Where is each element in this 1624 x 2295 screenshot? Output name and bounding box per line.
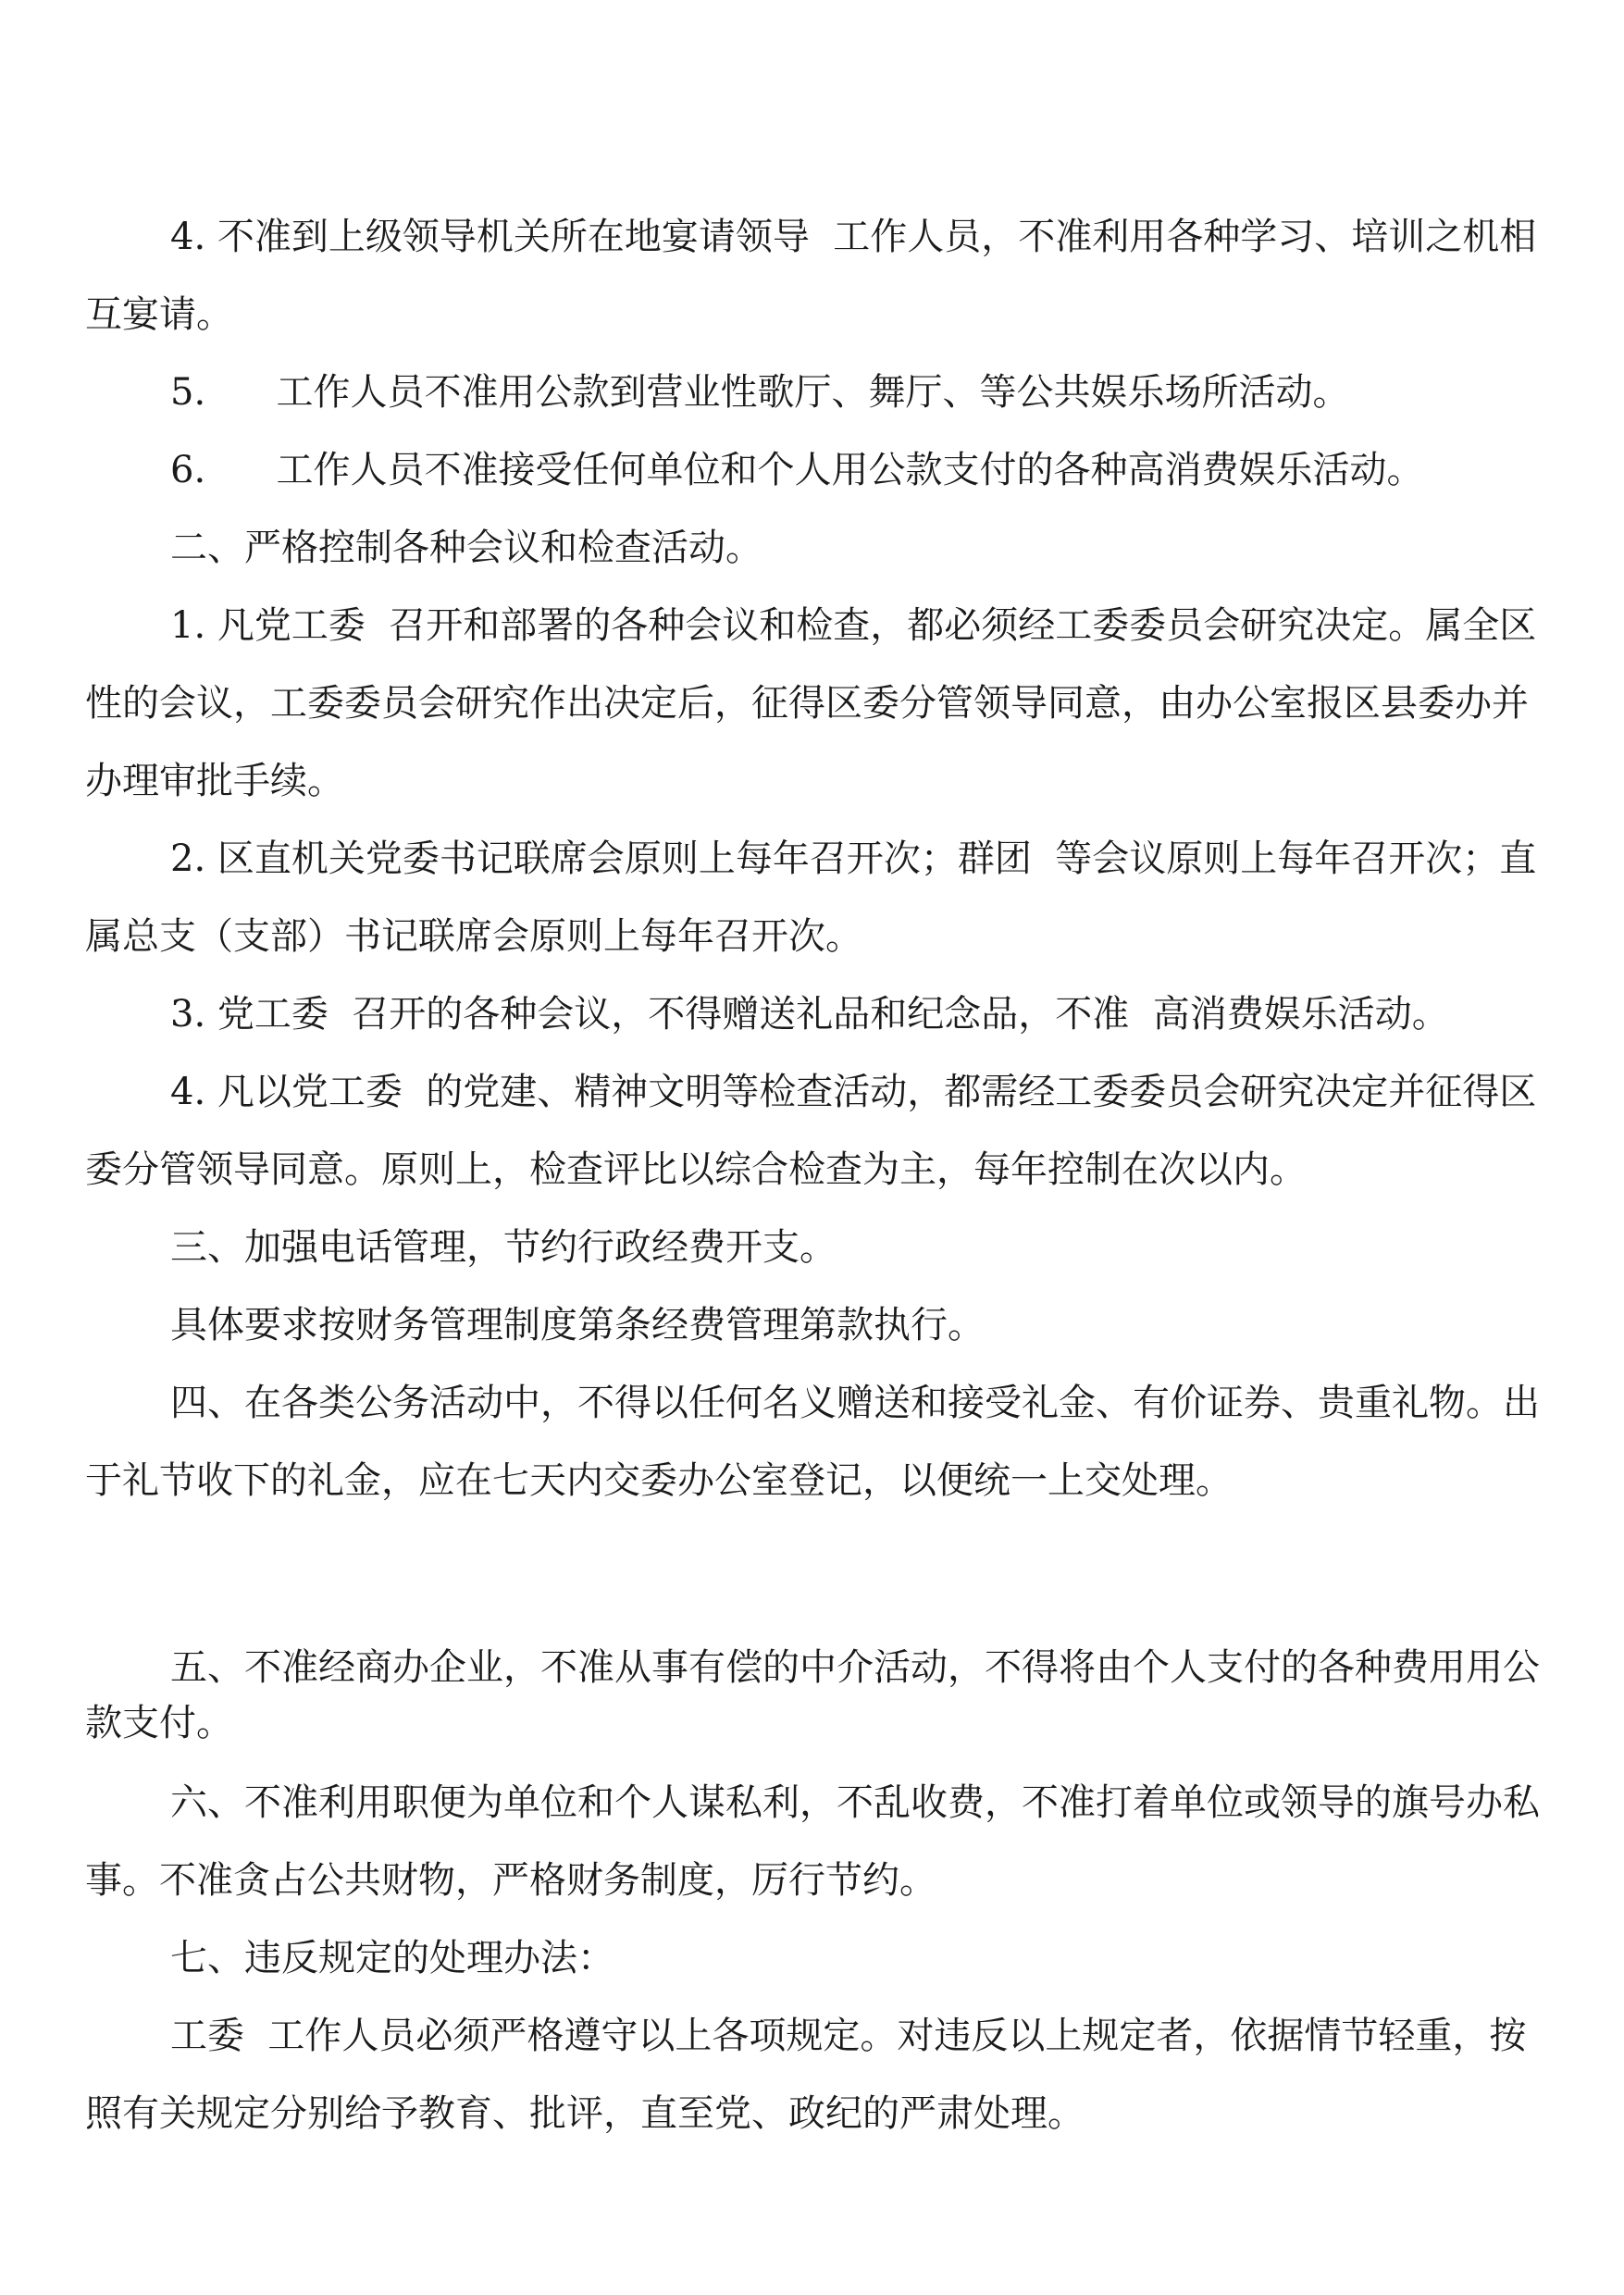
paragraph-item-4-banquet: 4. 不准到上级领导机关所在地宴请领导 工作人员，不准利用各种学习、培训之机相互宴请。 (85, 216, 1537, 336)
paragraph-meetings-1: 1. 凡党工委 召开和部署的各种会议和检查，都必须经工委委员会研究决定。属全区性的会议，工委委员会研究作出决定后，征得区委分管领导同意，由办公室报区县委办并办理审批手续。 (85, 604, 1537, 802)
paragraph-meetings-2: 2. 区直机关党委书记联席会原则上每年召开次；群团 等会议原则上每年召开次；直属总支（支部）书记联席会原则上每年召开次。 (85, 837, 1537, 958)
paragraph-violations: 工委 工作人员必须严格遵守以上各项规定。对违反以上规定者，依据情节轻重，按照有关规定分别给予教育、批评，直至党、政纪的严肃处理。 (85, 2015, 1527, 2135)
paragraph-meetings-3: 3. 党工委 召开的各种会议，不得赠送礼品和纪念品，不准 高消费娱乐活动。 (170, 993, 1449, 1036)
section-heading-7: 七、违反规定的处理办法： (170, 1937, 614, 1979)
section-heading-3: 三、加强电话管理，节约行政经费开支。 (170, 1226, 837, 1269)
section-heading-6: 六、不准利用职便为单位和个人谋私利，不乱收费，不准打着单位或领导的旗号办私事。不准贪占公共财物，严格财务制度，厉行节约。 (85, 1781, 1540, 1902)
paragraph-meetings-4: 4. 凡以党工委 的党建、精神文明等检查活动，都需经工委委员会研究决定并征得区委分管领导同意。原则上，检查评比以综合检查为主，每年控制在次以内。 (85, 1071, 1537, 1191)
paragraph-item-6-high-consumption: 6. 工作人员不准接受任何单位和个人用公款支付的各种高消费娱乐活动。 (170, 449, 1424, 491)
section-heading-5: 五、不准经商办企业，不准从事有偿的中介活动，不得将由个人支付的各种费用用公款支付。 (85, 1646, 1540, 1744)
paragraph-phone-requirements: 具体要求按财务管理制度第条经费管理第款执行。 (170, 1304, 985, 1346)
section-heading-4: 四、在各类公务活动中，不得以任何名义赠送和接受礼金、有价证券、贵重礼物。出于礼节收下的礼金，应在七天内交委办公室登记，以便统一上交处理。 (85, 1382, 1540, 1502)
paragraph-item-5-entertainment: 5. 工作人员不准用公款到营业性歌厅、舞厅、等公共娱乐场所活动。 (170, 371, 1350, 414)
document-body (85, 198, 1552, 2152)
section-heading-2: 二、严格控制各种会议和检查活动。 (170, 527, 762, 569)
